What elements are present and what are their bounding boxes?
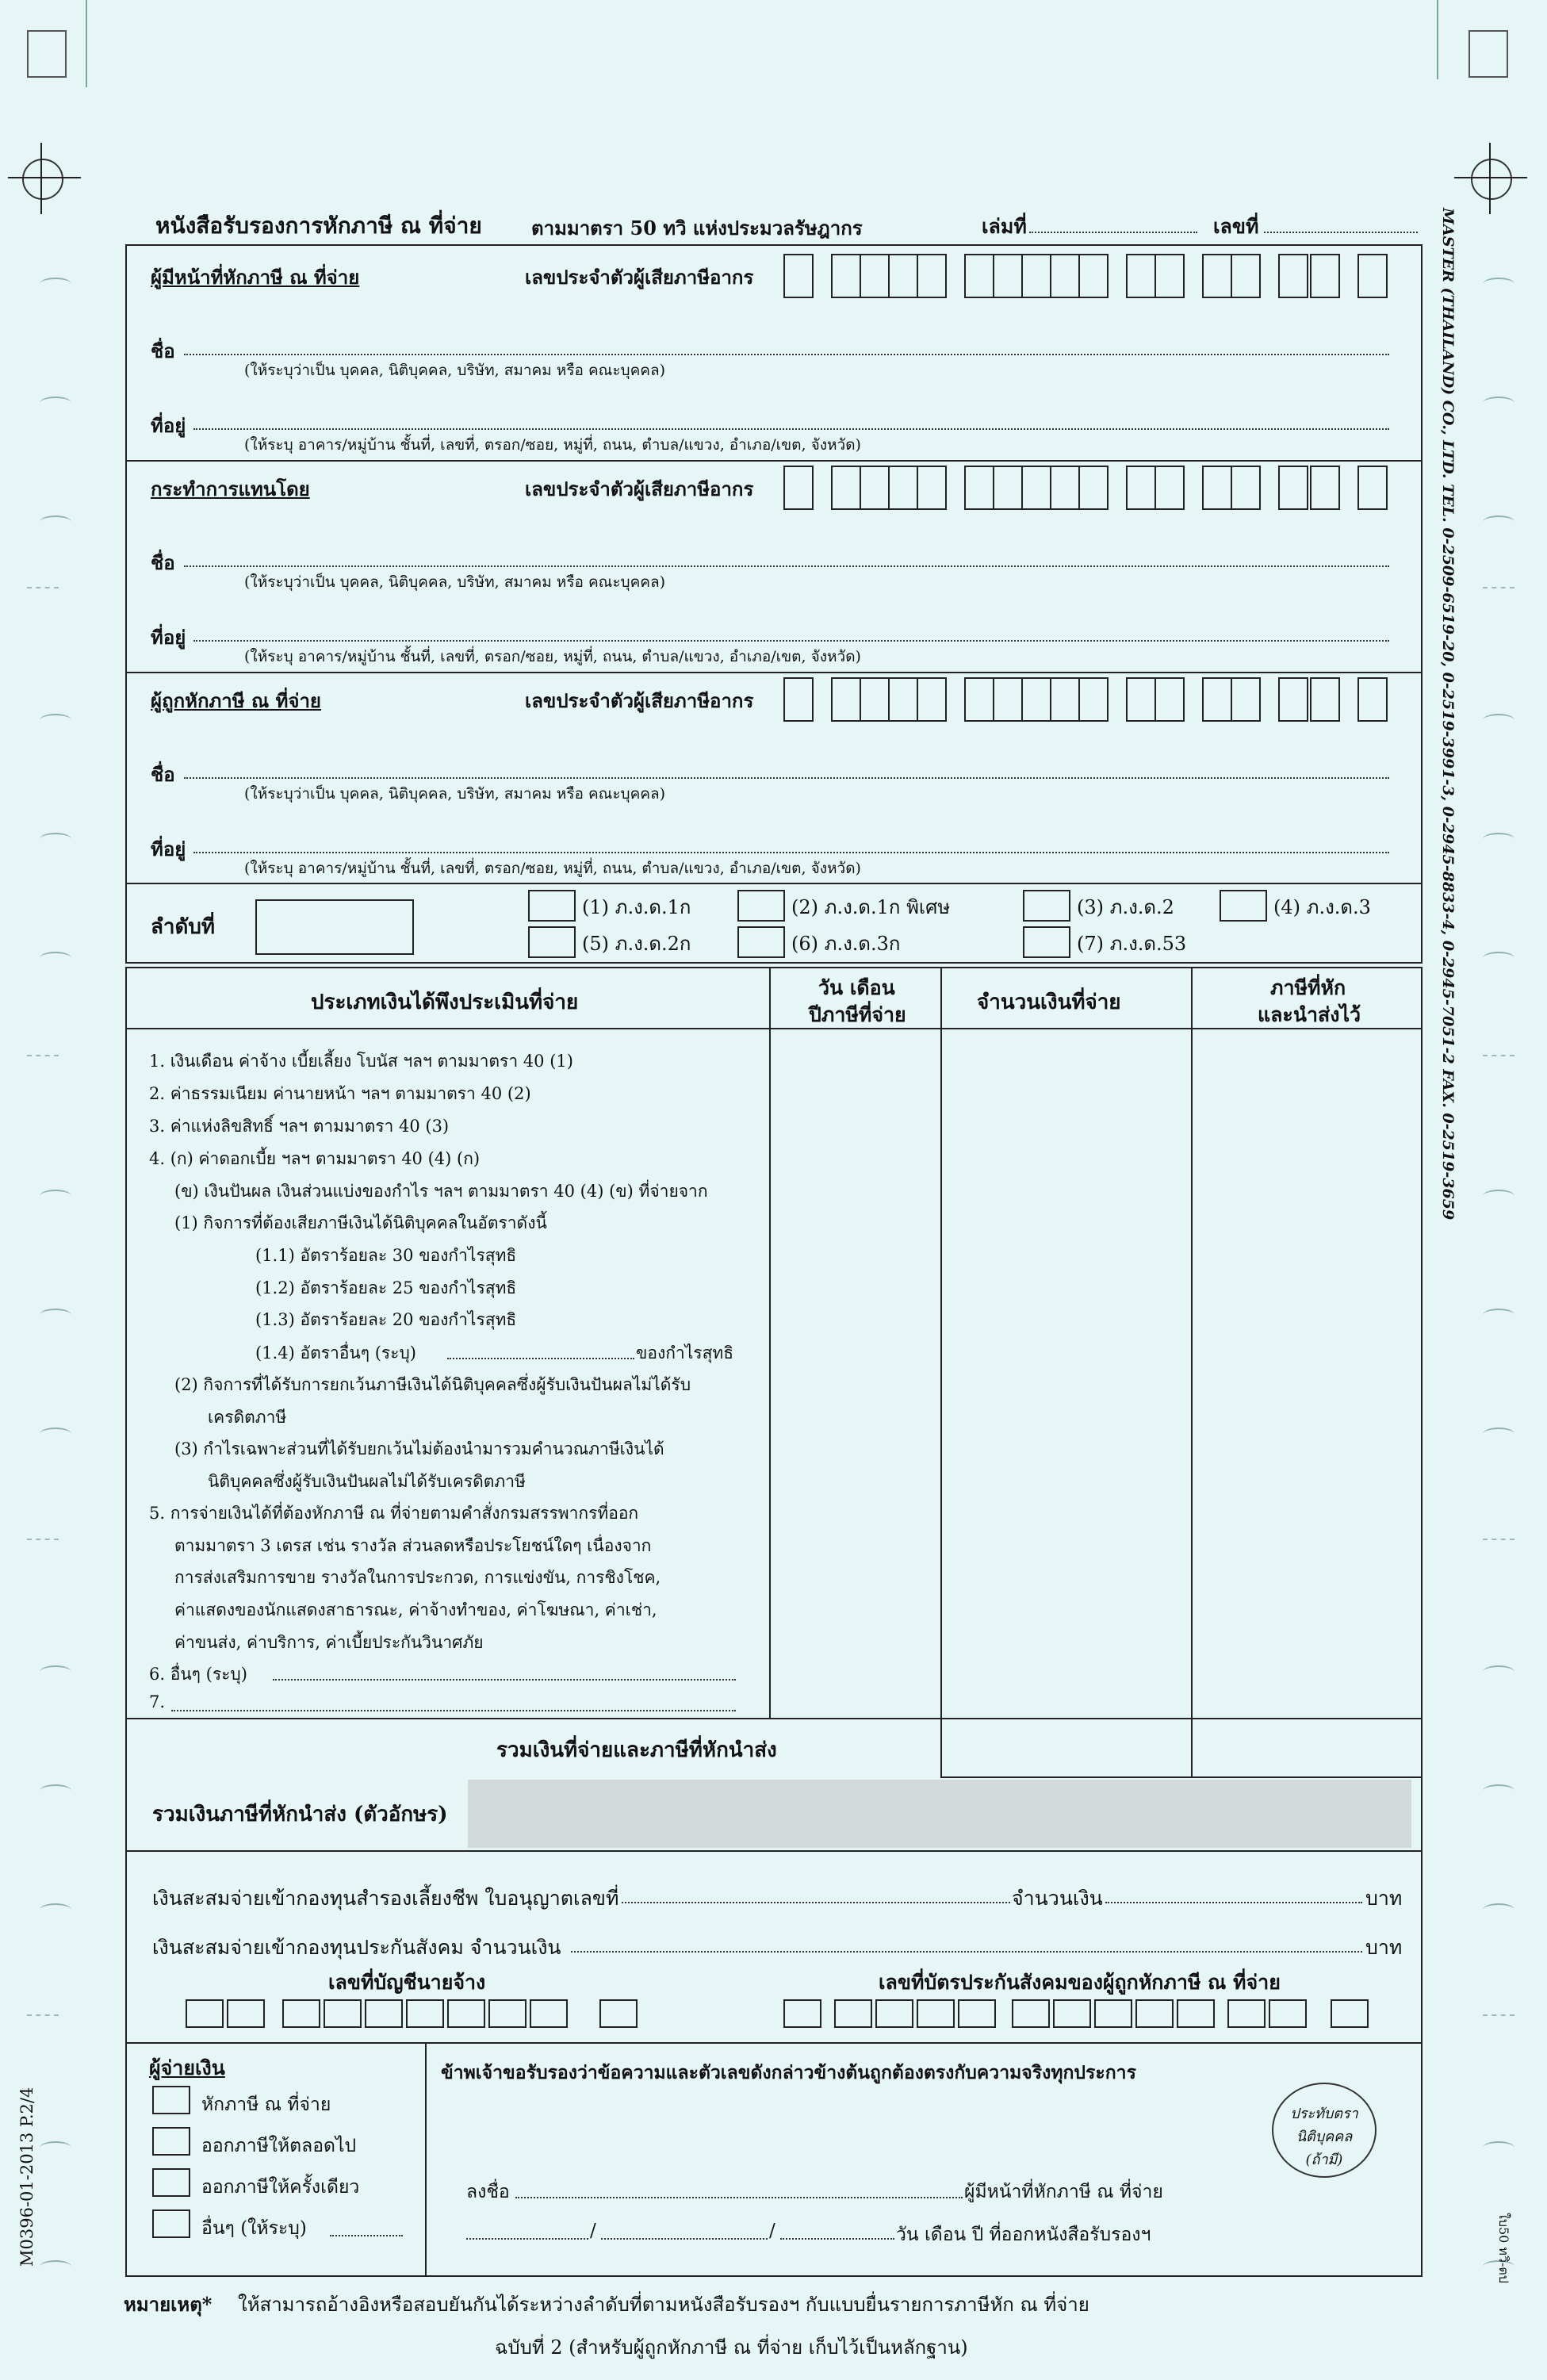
name-hint: (ให้ระบุว่าเป็น บุคคล, นิติบุคคล, บริษัท, สมาคม หรือ คณะบุคคล): [244, 785, 666, 803]
income-item: การส่งเสริมการขาย รางวัลในการประกวด, การแข่งขัน, การชิงโชค,: [174, 1568, 661, 1587]
address-field[interactable]: [193, 852, 1389, 853]
payer-title: ผู้จ่ายเงิน: [149, 2056, 225, 2079]
payer-option-label: ออกภาษีให้ตลอดไป: [201, 2136, 357, 2156]
book-no-label: เล่มที่: [982, 215, 1027, 238]
name-label: ชื่อ: [151, 551, 175, 574]
address-hint: (ให้ระบุ อาคาร/หมู่บ้าน ชั้นที่, เลขที่, ตรอก/ซอย, หมู่ที่, ถนน, ตำบล/แขวง, อำเภอ/เขต, จังหวัด): [244, 648, 861, 665]
signature-field[interactable]: [515, 2197, 963, 2198]
page-subtitle: ตามมาตรา 50 ทวิ แห่งประมวลรัษฎากร: [531, 217, 863, 240]
doc-no-label: เลขที่: [1213, 215, 1259, 238]
date-year-field[interactable]: [780, 2238, 894, 2240]
provident-amount-label: จำนวนเงิน: [1012, 1887, 1103, 1910]
address-field[interactable]: [193, 640, 1389, 642]
issue-date-label: วัน เดือน ปี ที่ออกหนังสือรับรองฯ: [896, 2225, 1151, 2245]
address-hint: (ให้ระบุ อาคาร/หมู่บ้าน ชั้นที่, เลขที่, ตรอก/ซอย, หมู่ที่, ถนน, ตำบล/แขวง, อำเภอ/เขต, จังหวัด): [244, 436, 861, 454]
section-withholder-taxid-label: เลขประจำตัวผู้เสียภาษีอากร: [525, 266, 754, 289]
other-income-field-7[interactable]: [171, 1710, 736, 1711]
baht-label: บาท: [1365, 1887, 1403, 1910]
certify-statement: ข้าพเจ้าขอรับรองว่าข้อความและตัวเลขดังกล่าวข้างต้นถูกต้องตรงกับความจริงทุกประการ: [441, 2062, 1136, 2083]
section-withheld-label: ผู้ถูกหักภาษี ณ ที่จ่าย: [151, 689, 321, 712]
income-item: 2. ค่าธรรมเนียม ค่านายหน้า ฯลฯ ตามมาตรา 40 (2): [149, 1084, 531, 1103]
header-date-2: ปีภาษีที่จ่าย: [809, 1003, 906, 1026]
total-tax-cell[interactable]: [1193, 1719, 1421, 1776]
income-item: 4. (ก) ค่าดอกเบี้ย ฯลฯ ตามมาตรา 40 (4) (ก): [149, 1149, 481, 1168]
option-label: (3) ภ.ง.ด.2: [1077, 896, 1174, 918]
book-no-field[interactable]: [1029, 232, 1197, 233]
name-field[interactable]: [184, 565, 1389, 567]
income-item: ค่าขนส่ง, ค่าบริการ, ค่าเบี้ยประกันวินาศภัย: [174, 1633, 484, 1652]
form-code-side-text: M0396-01-2013 P.2/4: [17, 2087, 36, 2267]
header-date-1: วัน เดือน: [818, 976, 895, 999]
address-hint: (ให้ระบุ อาคาร/หมู่บ้าน ชั้นที่, เลขที่, ตรอก/ซอย, หมู่ที่, ถนน, ตำบล/แขวง, อำเภอ/เขต, จังหวัด): [244, 860, 861, 877]
header-amount: จำนวนเงินที่จ่าย: [977, 991, 1121, 1014]
name-label: ชื่อ: [151, 763, 175, 786]
name-field[interactable]: [184, 777, 1389, 779]
provident-amount-field[interactable]: [1105, 1902, 1362, 1903]
provident-license-field[interactable]: [622, 1902, 1010, 1903]
income-item: 6. อื่นๆ (ระบุ): [149, 1665, 247, 1684]
option-label: (2) ภ.ง.ด.1ก พิเศษ: [791, 896, 951, 918]
total-words-field[interactable]: [468, 1780, 1411, 1848]
income-item: (3) กำไรเฉพาะส่วนที่ได้รับยกเว้นไม่ต้องนำมารวมคำนวณภาษีเงินได้: [174, 1439, 664, 1458]
total-amount-cell[interactable]: [942, 1719, 1191, 1776]
income-item: (2) กิจการที่ได้รับการยกเว้นภาษีเงินได้นิติบุคคลซึ่งผู้รับเงินปันผลไม่ได้รับ: [174, 1375, 691, 1394]
option-checkbox[interactable]: [1023, 890, 1070, 922]
income-item: ค่าแสดงของนักแสดงสาธารณะ, ค่าจ้างทำของ, ค่าโฆษณา, ค่าเช่า,: [174, 1600, 657, 1619]
name-label: ชื่อ: [151, 339, 175, 362]
employer-account-label: เลขที่บัญชีนายจ้าง: [328, 1971, 486, 1994]
note-text: ให้สามารถอ้างอิงหรือสอบยันกันได้ระหว่างลำดับที่ตามหนังสือรับรองฯ กับแบบยื่นรายการภาษีหัก ณ ที่จ่าย: [238, 2294, 1089, 2316]
option-checkbox[interactable]: [737, 926, 785, 958]
total-label: รวมเงินที่จ่ายและภาษีที่หักนำส่ง: [496, 1738, 777, 1762]
sequence-label: ลำดับที่: [151, 915, 216, 939]
income-item: (1.4) อัตราอื่นๆ (ระบุ): [255, 1343, 416, 1362]
payer-checkbox[interactable]: [152, 2086, 190, 2114]
stamp-text-1: ประทับตรา: [1290, 2106, 1358, 2122]
social-card-label: เลขที่บัตรประกันสังคมของผู้ถูกหักภาษี ณ ที่จ่าย: [879, 1971, 1281, 1994]
option-label: (6) ภ.ง.ด.3ก: [791, 933, 901, 955]
section-on-behalf-label: กระทำการแทนโดย: [151, 477, 310, 500]
date-day-field[interactable]: [466, 2238, 588, 2240]
income-item: เครดิตภาษี: [208, 1408, 287, 1427]
payer-checkbox[interactable]: [152, 2127, 190, 2156]
payer-option-label: หักภาษี ณ ที่จ่าย: [201, 2094, 331, 2115]
payer-checkbox[interactable]: [152, 2209, 190, 2238]
option-checkbox[interactable]: [528, 890, 576, 922]
provident-fund-label: เงินสะสมจ่ายเข้ากองทุนสำรองเลี้ยงชีพ ใบอนุญาตเลขที่: [152, 1887, 619, 1910]
header-tax-2: และนำส่งไว้: [1258, 1003, 1361, 1026]
address-label: ที่อยู่: [151, 414, 186, 437]
section-withholder-label: ผู้มีหน้าที่หักภาษี ณ ที่จ่าย: [151, 266, 360, 289]
total-words-label: รวมเงินภาษีที่หักนำส่ง (ตัวอักษร): [152, 1803, 448, 1826]
other-income-field-6[interactable]: [273, 1679, 736, 1681]
parties-box: [125, 244, 1423, 964]
social-fund-label: เงินสะสมจ่ายเข้ากองทุนประกันสังคม จำนวนเงิน: [152, 1936, 561, 1959]
header-income-type: ประเภทเงินได้พึงประเมินที่จ่าย: [311, 991, 579, 1014]
income-item: นิติบุคคลซึ่งผู้รับเงินปันผลไม่ได้รับเครดิตภาษี: [208, 1472, 526, 1491]
section-on-behalf-taxid-label: เลขประจำตัวผู้เสียภาษีอากร: [525, 477, 754, 500]
payer-checkbox[interactable]: [152, 2168, 190, 2197]
baht-label: บาท: [1365, 1936, 1403, 1959]
payer-option-label: อื่นๆ (ให้ระบุ): [201, 2218, 307, 2239]
name-hint: (ให้ระบุว่าเป็น บุคคล, นิติบุคคล, บริษัท, สมาคม หรือ คณะบุคคล): [244, 573, 666, 591]
company-side-text: MASTER (THAILAND) CO., LTD. TEL. 0-2509-6519-20, 0-2519-3991-3, 0-2945-8833-4, 0-2945-7051-2 FAX. 0-2519-3659: [1439, 208, 1457, 1221]
address-label: ที่อยู่: [151, 626, 186, 649]
stamp-text-3: (ถ้ามี): [1305, 2152, 1343, 2168]
option-checkbox[interactable]: [1023, 926, 1070, 958]
income-item: (1.1) อัตราร้อยละ 30 ของกำไรสุทธิ: [255, 1246, 517, 1265]
address-field[interactable]: [193, 428, 1389, 430]
social-amount-field[interactable]: [571, 1951, 1362, 1953]
section-withheld-taxid-label: เลขประจำตัวผู้เสียภาษีอากร: [525, 689, 754, 712]
option-label: (7) ภ.ง.ด.53: [1077, 933, 1187, 955]
sequence-field[interactable]: [255, 899, 414, 955]
company-stamp-area: [1272, 2083, 1377, 2178]
option-label: (4) ภ.ง.ด.3: [1273, 896, 1371, 918]
income-item: 7.: [149, 1692, 166, 1711]
income-item: 1. เงินเดือน ค่าจ้าง เบี้ยเลี้ยง โบนัส ฯลฯ ตามมาตรา 40 (1): [149, 1052, 573, 1071]
registration-mark-right: [1469, 30, 1508, 78]
note-label: หมายเหตุ*: [124, 2293, 213, 2316]
date-month-field[interactable]: [601, 2238, 768, 2240]
page-title: หนังสือรับรองการหักภาษี ณ ที่จ่าย: [155, 213, 482, 239]
option-checkbox[interactable]: [737, 890, 785, 922]
income-item: (1.2) อัตราร้อยละ 25 ของกำไรสุทธิ: [255, 1278, 517, 1297]
income-item: (1.3) อัตราร้อยละ 20 ของกำไรสุทธิ: [255, 1310, 517, 1329]
punch-hole-right: [1471, 159, 1512, 200]
income-item: ตามมาตรา 3 เตรส เช่น รางวัล ส่วนลดหรือประโยชน์ใดๆ เนื่องจาก: [174, 1536, 652, 1555]
other-rate-field[interactable]: [447, 1358, 634, 1359]
punch-hole-left: [22, 159, 63, 200]
name-field[interactable]: [184, 354, 1389, 355]
right-code-side-text: ใบ50 ทวิ-ตป: [1496, 2213, 1511, 2283]
option-checkbox[interactable]: [528, 926, 576, 958]
doc-no-field[interactable]: [1264, 232, 1418, 233]
copy-text: ฉบับที่ 2 (สำหรับผู้ถูกหักภาษี ณ ที่จ่าย เก็บไว้เป็นหลักฐาน): [495, 2336, 968, 2359]
name-hint: (ให้ระบุว่าเป็น บุคคล, นิติบุคคล, บริษัท, สมาคม หรือ คณะบุคคล): [244, 362, 666, 379]
registration-mark-left: [27, 30, 67, 78]
payer-option-label: ออกภาษีให้ครั้งเดียว: [201, 2177, 360, 2198]
header-tax-1: ภาษีที่หัก: [1270, 976, 1346, 999]
sign-role: ผู้มีหน้าที่หักภาษี ณ ที่จ่าย: [964, 2182, 1163, 2202]
option-label: (1) ภ.ง.ด.1ก: [582, 896, 691, 918]
sign-label: ลงชื่อ: [466, 2182, 510, 2202]
payer-other-field[interactable]: [330, 2235, 403, 2236]
income-item: 5. การจ่ายเงินได้ที่ต้องหักภาษี ณ ที่จ่ายตามคำสั่งกรมสรรพากรที่ออก: [149, 1504, 639, 1523]
income-item: (ข) เงินปันผล เงินส่วนแบ่งของกำไร ฯลฯ ตามมาตรา 40 (4) (ข) ที่จ่ายจาก: [174, 1182, 708, 1201]
income-item: 3. ค่าแห่งลิขสิทธิ์ ฯลฯ ตามมาตรา 40 (3): [149, 1117, 450, 1136]
stamp-text-2: นิติบุคคล: [1296, 2129, 1353, 2145]
address-label: ที่อยู่: [151, 837, 186, 860]
income-item: ของกำไรสุทธิ: [636, 1343, 734, 1362]
income-item: (1) กิจการที่ต้องเสียภาษีเงินได้นิติบุคคลในอัตราดังนี้: [174, 1213, 547, 1232]
option-checkbox[interactable]: [1220, 890, 1267, 922]
option-label: (5) ภ.ง.ด.2ก: [582, 933, 691, 955]
